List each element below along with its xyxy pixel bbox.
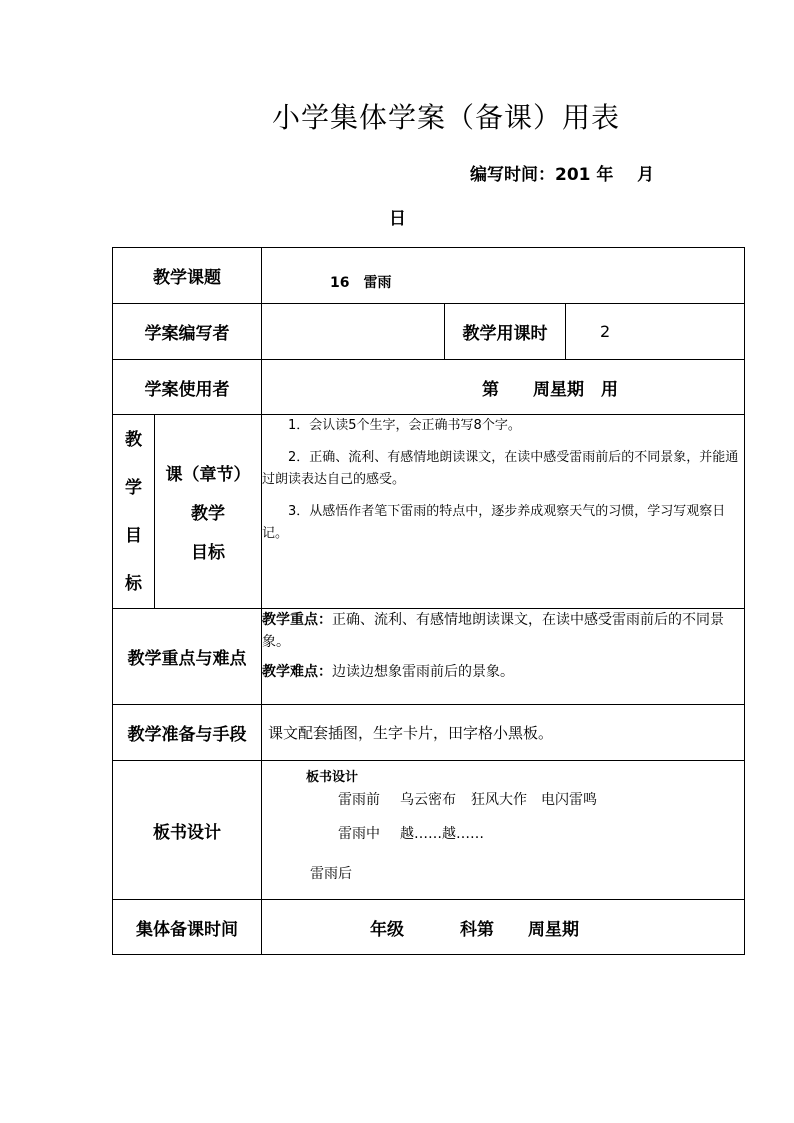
goal-item: 3．从感悟作者笔下雷雨的特点中，逐步养成观察天气的习惯，学习写观察日记。 [262, 504, 726, 541]
key-points-content[interactable] [262, 609, 745, 705]
difficulty-line [262, 661, 744, 683]
goal-item: 1．会认读5个生字，会正确书写8个字。 [288, 418, 521, 433]
hours-label: 教学用课时 [445, 304, 566, 360]
prep-label: 教学准备与手段 [113, 705, 262, 761]
goals-sub-label [155, 415, 262, 609]
row-prep [113, 705, 745, 761]
lesson-plan-table [112, 247, 745, 955]
row-goals [113, 415, 745, 609]
difficulty-label: 教学难点： [262, 664, 332, 680]
board-heading: 板书设计 [306, 770, 359, 785]
date-year: 201 [555, 165, 591, 185]
date-line [470, 160, 654, 185]
board-during-text: 越……越…… [400, 826, 484, 842]
user-label: 学案使用者 [113, 360, 262, 415]
goals-vertical-label [113, 415, 155, 609]
focus-line [262, 609, 744, 653]
goals-sub-label-line: 目标 [191, 543, 225, 563]
goals-vertical-char: 目 [125, 525, 142, 546]
topic-label: 教学课题 [113, 248, 262, 304]
board-before-label: 雷雨前 [338, 792, 380, 808]
goals-content[interactable] [262, 415, 745, 609]
author-value[interactable] [262, 304, 445, 360]
date-day-unit: 日 [389, 209, 406, 229]
group-time-weekday: 周星期 [528, 919, 579, 940]
goal-item: 2．正确、流利、有感情地朗读课文，在读中感受雷雨前后的不同景象，并能通过朗读表达自己的感受。 [262, 450, 739, 487]
group-time-value[interactable] [262, 900, 745, 955]
row-board [113, 761, 745, 900]
board-content[interactable] [262, 761, 745, 900]
date-year-unit: 年 [596, 165, 614, 185]
date-label: 编写时间： [470, 165, 555, 185]
focus-text: 正确、流利、有感情地朗读课文，在读中感受雷雨前后的不同景象。 [262, 612, 724, 650]
focus-label: 教学重点： [262, 612, 332, 628]
goals-vertical-char: 标 [125, 573, 142, 594]
hours-value[interactable]: 2 [566, 304, 745, 360]
board-label: 板书设计 [113, 761, 262, 900]
goals-vertical-char: 教 [125, 429, 142, 450]
row-group-time [113, 900, 745, 955]
goals-sub-label-line: 课（章节） [165, 465, 251, 485]
prep-value[interactable]: 课文配套插图，生字卡片，田字格小黑板。 [262, 705, 745, 761]
row-key-points [113, 609, 745, 705]
board-during-label: 雷雨中 [338, 826, 380, 842]
row-user [113, 360, 745, 415]
goals-sub-label-line: 教学 [191, 504, 225, 524]
row-topic [113, 248, 745, 304]
group-time-grade: 年级 [370, 919, 404, 940]
board-before-item: 电闪雷鸣 [541, 792, 597, 808]
group-time-label: 集体备课时间 [113, 900, 262, 955]
board-before-item: 乌云密布 [400, 792, 456, 808]
topic-value[interactable]: 16 雷雨 [262, 248, 745, 304]
key-points-label: 教学重点与难点 [113, 609, 262, 705]
difficulty-text: 边读边想象雷雨前后的景象。 [332, 664, 514, 680]
page-title: 小学集体学案（备课）用表 [271, 101, 620, 134]
board-before-item: 狂风大作 [471, 792, 527, 808]
date-month-unit: 月 [637, 165, 655, 185]
board-after-label: 雷雨后 [310, 866, 352, 882]
group-time-subject: 科第 [460, 919, 494, 940]
row-author [113, 304, 745, 360]
author-label: 学案编写者 [113, 304, 262, 360]
goals-vertical-char: 学 [125, 477, 142, 498]
user-value[interactable]: 第 周星期 用 [262, 360, 745, 415]
